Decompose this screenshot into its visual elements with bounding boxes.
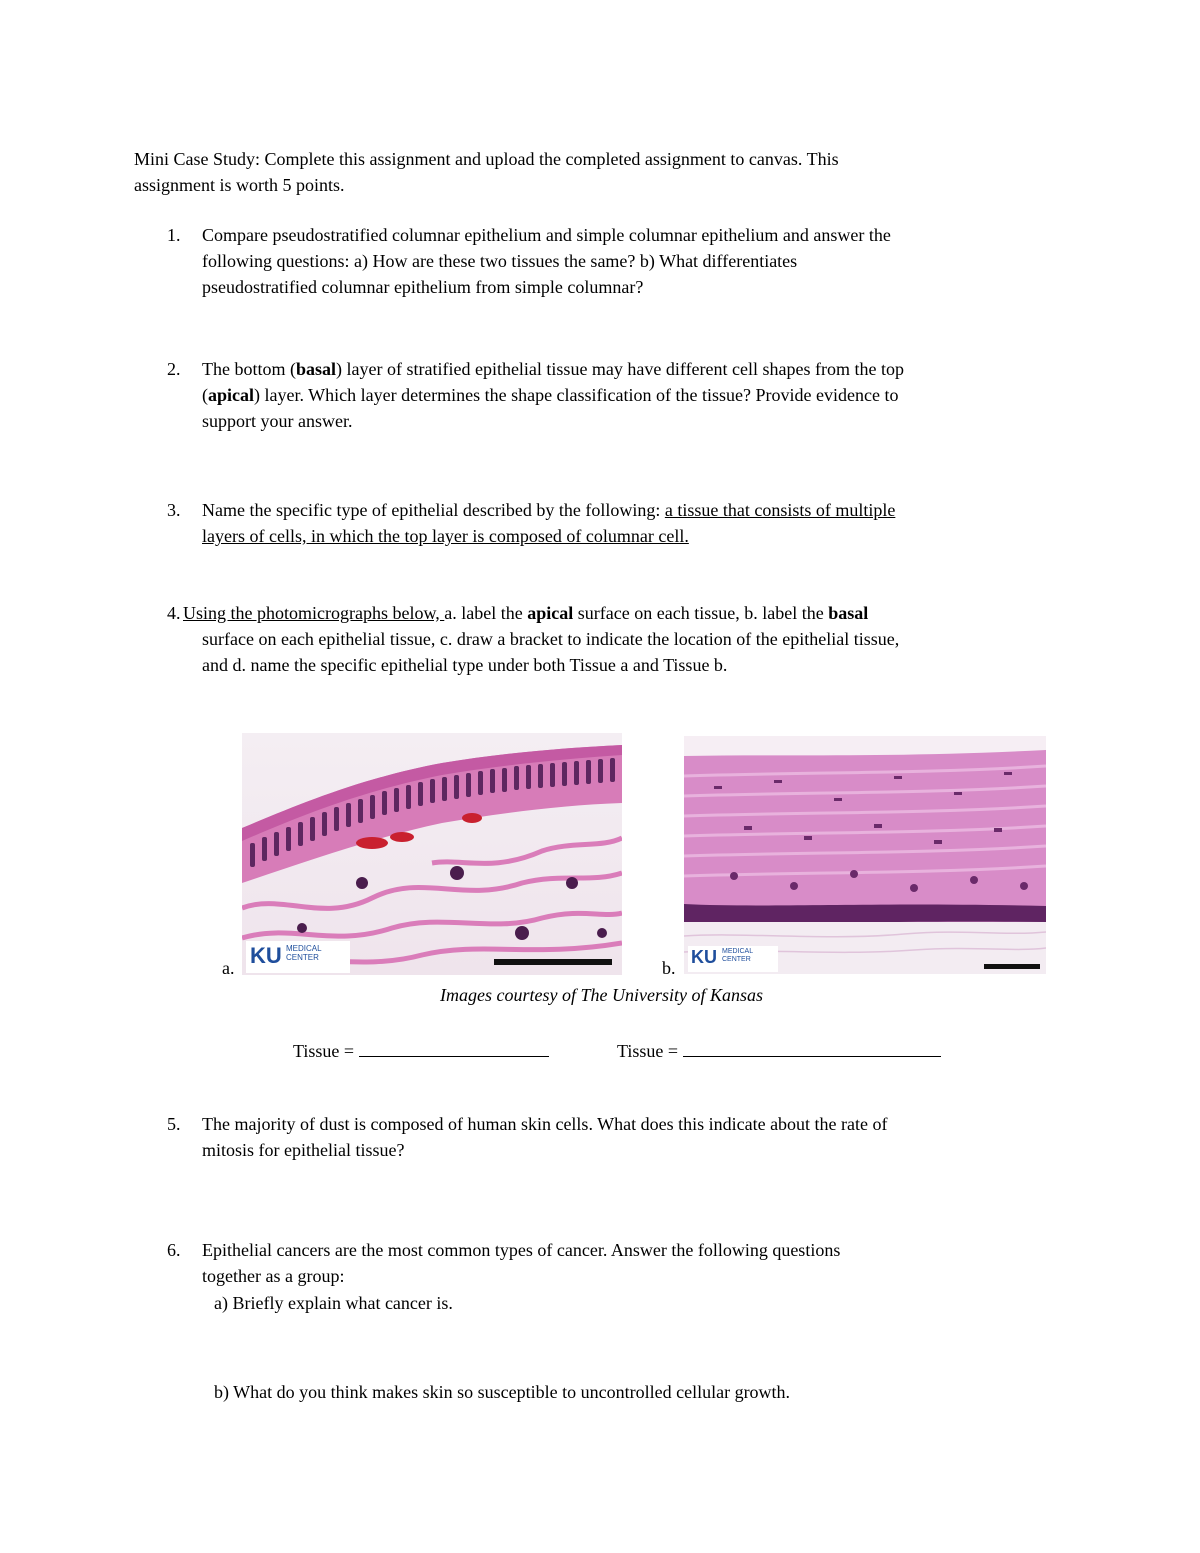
question-2-line-1: The bottom (basal) layer of stratified epithelial tissue may have different cell shapes from the top (202, 359, 904, 379)
question-2-number: 2. (167, 359, 181, 379)
question-3-number: 3. (167, 500, 181, 520)
tissue-b-answer-line[interactable]: Tissue = (617, 1036, 941, 1062)
question-1-number: 1. (167, 225, 181, 245)
question-4-line-3: and d. name the specific epithelial type under both Tissue a and Tissue b. (202, 655, 728, 675)
question-1-line-2: following questions: a) How are these two tissues the same? b) What differentiates (202, 251, 798, 271)
intro-line-1: Mini Case Study: Complete this assignment and upload the completed assignment to canvas. This (134, 149, 839, 169)
scale-bar-a (494, 959, 612, 965)
question-1-line-1: Compare pseudostratified columnar epithelium and simple columnar epithelium and answer the (202, 225, 891, 245)
question-6-part-b: b) What do you think makes skin so susceptible to uncontrolled cellular growth. (214, 1382, 791, 1402)
figure-label-b: b. (662, 958, 676, 978)
question-5-line-1: The majority of dust is composed of human skin cells. What does this indicate about the rate of (202, 1114, 888, 1134)
question-4-line-2: surface on each epithelial tissue, c. draw a bracket to indicate the location of the epithelial tissue, (202, 629, 900, 649)
question-1-line-3: pseudostratified columnar epithelium from simple columnar? (202, 277, 644, 297)
question-4-number: 4. (167, 603, 181, 623)
question-6-line-1: Epithelial cancers are the most common types of cancer. Answer the following questions (202, 1240, 841, 1260)
tissue-a-answer-line[interactable]: Tissue = (293, 1036, 549, 1062)
question-3-line-1: Name the specific type of epithelial described by the following: a tissue that consists of multiple (202, 500, 896, 520)
intro-line-2: assignment is worth 5 points. (134, 175, 345, 195)
question-6-part-a: a) Briefly explain what cancer is. (214, 1293, 453, 1313)
tissue-description-underlined: a tissue that consists of multiple (664, 500, 896, 520)
photomicrograph-b (684, 736, 1046, 974)
photomicrograph-a (242, 733, 622, 975)
ku-logo-b: KU MEDICAL CENTER (688, 946, 778, 972)
question-6-number: 6. (167, 1240, 181, 1260)
question-3-line-2: layers of cells, in which the top layer is composed of columnar cell. (202, 526, 689, 546)
question-5-line-2: mitosis for epithelial tissue? (202, 1140, 405, 1160)
question-2-line-2: (apical) layer. Which layer determines the shape classification of the tissue? Provide evidence to (202, 385, 899, 405)
question-6-line-2: together as a group: (202, 1266, 345, 1286)
scale-bar-b (984, 964, 1040, 969)
ku-logo-a: KU MEDICAL CENTER (246, 941, 350, 973)
basal-term: basal (295, 359, 337, 379)
figure-caption: Images courtesy of The University of Kansas (440, 985, 763, 1005)
question-5-number: 5. (167, 1114, 181, 1134)
question-4-line-1: Using the photomicrographs below, a. label the apical surface on each tissue, b. label the basal (183, 603, 869, 623)
figure-label-a: a. (222, 958, 235, 978)
apical-term: apical (208, 385, 255, 405)
question-2-line-3: support your answer. (202, 411, 353, 431)
